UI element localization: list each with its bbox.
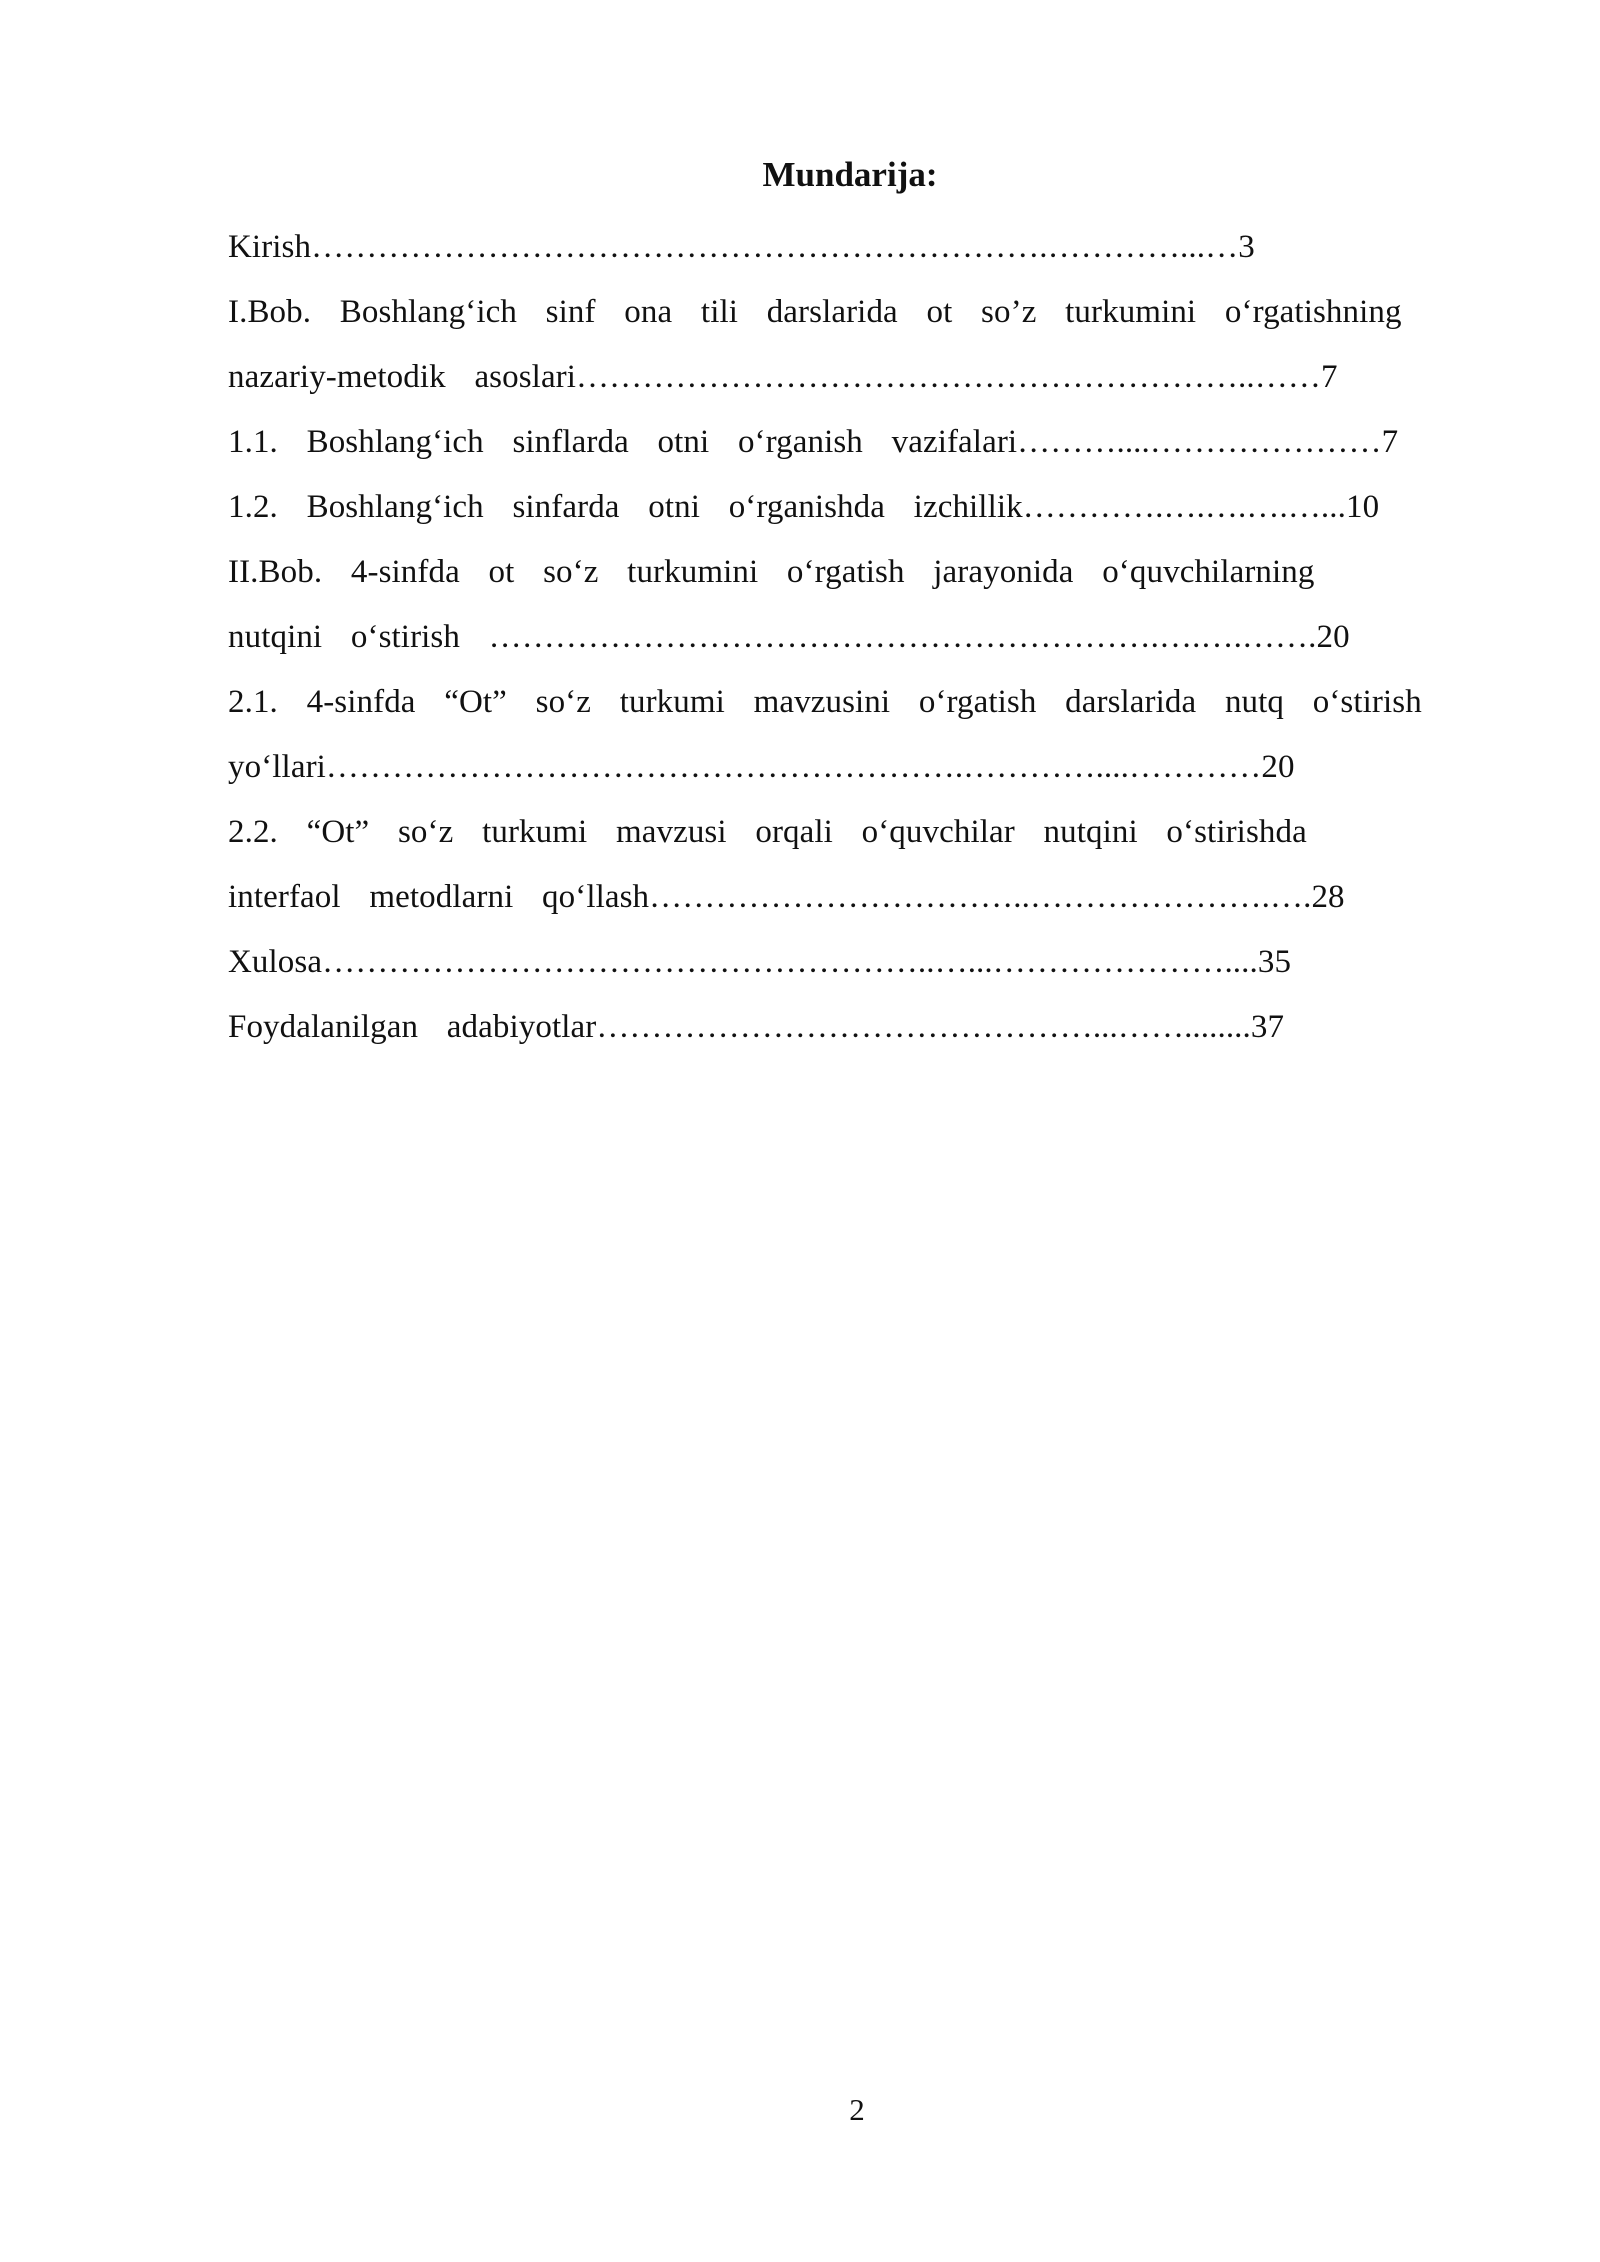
toc-entry-section-1-2: 1.2. Boshlang‘ich sinfarda otni o‘rganishda izchillik………….….….….…...10 [228,489,1380,525]
toc-entry-section-2-2-line-2: interfaol metodlarni qo‘llash……………………………..………………….….28 [228,879,1345,915]
page-title: Mundarija: [762,155,938,194]
toc-entry-chapter-1-line-2: nazariy-metodik asoslari……………………………………………………..……7 [228,359,1338,395]
toc-entry-conclusion: Xulosa………………………………………………..…...…………………....35 [228,944,1292,980]
table-of-contents [228,215,1478,1060]
toc-entry-chapter-2-line-1: II.Bob. 4-sinfda ot so‘z turkumini o‘rgatish jarayonida o‘quvchilarning [228,554,1315,590]
toc-entry-introduction: Kirish………………………………………………………….…………...…3 [228,229,1255,265]
page-number: 2 [849,2092,865,2127]
toc-entry-section-2-1-line-1: 2.1. 4-sinfda “Ot” so‘z turkumi mavzusini o‘rgatish darslarida nutq o‘stirish [228,684,1422,720]
toc-entry-section-1-1: 1.1. Boshlang‘ich sinflarda otni o‘rganish vazifalari………....…………………7 [228,424,1399,460]
toc-entry-section-2-2-line-1: 2.2. “Ot” so‘z turkumi mavzusi orqali o‘quvchilar nutqini o‘stirishda [228,814,1307,850]
toc-entry-chapter-1-line-1: I.Bob. Boshlang‘ich sinf ona tili darslarida ot so’z turkumini o‘rgatishning [228,294,1402,330]
toc-entry-references: Foydalanilgan adabiyotlar………………………………………...……........37 [228,1009,1285,1045]
toc-entry-chapter-2-line-2: nutqini o‘stirish …………………………………………………….….….…….20 [228,619,1350,655]
toc-entry-section-2-1-line-2: yo‘llari………………………………………………….…………....…………20 [228,749,1295,785]
